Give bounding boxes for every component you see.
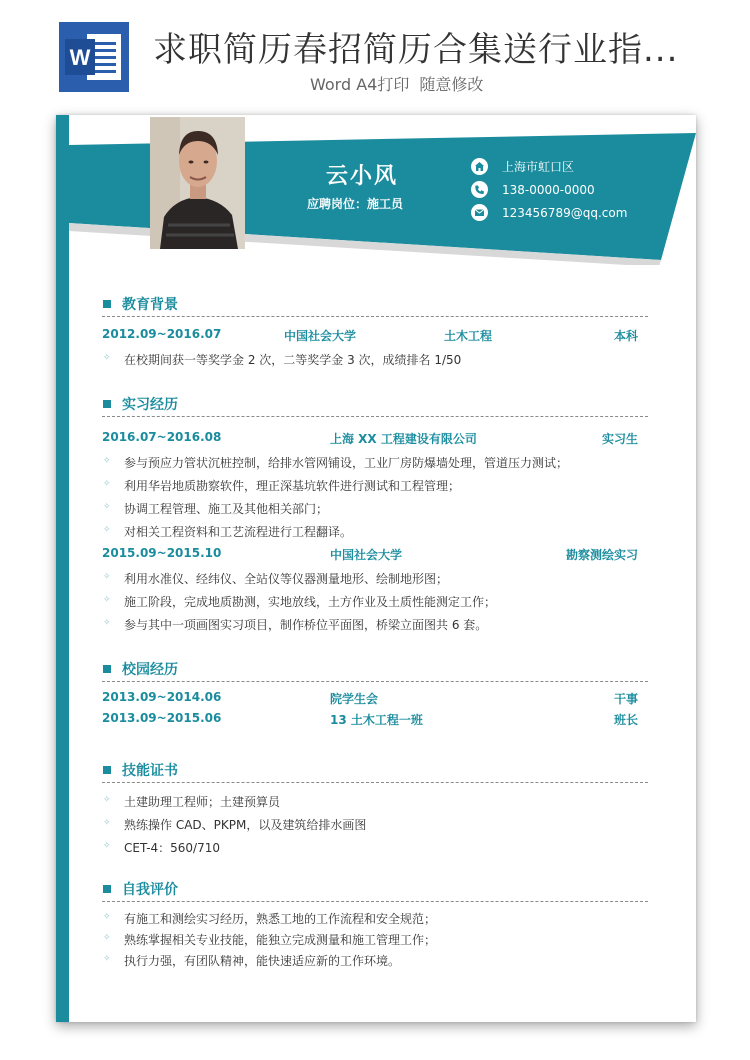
phone-text: 138-0000-0000 <box>502 182 595 197</box>
bullet-icon: ✧ <box>103 572 111 582</box>
bullet-icon: ✧ <box>103 456 111 466</box>
section-education: 教育背景 2012.09~2016.07 中国社会大学 土木工程 本科 ✧ 在校期间获一等奖学金 2 次，二等奖学金 3 次，成绩排名 1/50 <box>102 294 648 316</box>
section-divider <box>102 681 648 682</box>
bullet-icon: ✧ <box>103 479 111 489</box>
section-header <box>102 760 648 782</box>
internship-period: 2016.07~2016.08 <box>102 430 222 444</box>
campus-period: 2013.09~2015.06 <box>102 711 222 725</box>
section-title: 教育背景 <box>122 297 178 313</box>
section-marker <box>103 400 111 408</box>
education-row <box>102 327 638 345</box>
section-header <box>102 294 648 316</box>
section-divider <box>102 316 648 317</box>
campus-role: 班长 <box>613 713 638 727</box>
section-marker <box>103 300 111 308</box>
section-title: 自我评价 <box>122 882 178 898</box>
bullet-icon: ✧ <box>103 595 111 605</box>
bullet-icon: ✧ <box>103 933 111 943</box>
internship-row <box>102 430 638 448</box>
bullet-icon: ✧ <box>103 912 111 922</box>
section-divider <box>102 416 648 417</box>
section-campus <box>102 659 648 727</box>
phone-icon <box>471 181 488 198</box>
contact-address <box>471 158 574 175</box>
internship-org: 中国社会大学 <box>330 548 403 562</box>
section-self-evaluation: 自我评价 ✧ 有施工和测绘实习经历，熟悉工地的工作流程和安全规范； ✧ 熟练掌握相关专业技能，能独立完成测量和施工管理工作； ✧ 执行力强，有团队精神，能快速适应新的工作环境。 <box>102 879 648 901</box>
section-marker <box>103 665 111 673</box>
campus-role: 干事 <box>613 692 638 706</box>
section-header <box>102 879 648 901</box>
document-title: 求职简历春招简历合集送行业指... <box>153 30 679 70</box>
section-skills: 技能证书 ✧ 土建助理工程师；土建预算员 ✧ 熟练操作 CAD、PKPM，以及建筑给排水画图 ✧ CET-4：560/710 <box>102 760 648 782</box>
section-divider <box>102 782 648 783</box>
bullet-icon: ✧ <box>103 353 111 363</box>
section-divider <box>102 901 648 902</box>
contact-phone <box>471 181 595 198</box>
section-title: 实习经历 <box>122 397 178 413</box>
campus-period: 2013.09~2014.06 <box>102 690 222 704</box>
bullet-icon: ✧ <box>103 525 111 535</box>
bullet-icon: ✧ <box>103 818 111 828</box>
address-text: 上海市虹口区 <box>502 160 575 174</box>
bullet-icon: ✧ <box>103 502 111 512</box>
internship-period: 2015.09~2015.10 <box>102 546 222 560</box>
bullet-icon: ✧ <box>103 954 111 964</box>
bullet-icon: ✧ <box>103 795 111 805</box>
bullet-icon: ✧ <box>103 618 111 628</box>
section-title: 校园经历 <box>122 662 178 678</box>
resume-page <box>56 115 696 1022</box>
education-major: 土木工程 <box>444 329 493 343</box>
campus-row <box>102 690 638 708</box>
home-icon <box>471 158 488 175</box>
section-title: 技能证书 <box>122 763 178 779</box>
internship-org: 上海 XX 工程建设有限公司 <box>330 432 477 446</box>
education-period: 2012.09~2016.07 <box>102 327 222 341</box>
education-degree: 本科 <box>613 329 638 343</box>
document-subtitle <box>310 72 483 95</box>
section-marker <box>103 885 111 893</box>
campus-row <box>102 711 638 729</box>
section-internship: 实习经历 2016.07~2016.08 上海 XX 工程建设有限公司 实习生 ✧ 参与预应力管状沉桩控制，给排水管网铺设，工业厂房防爆墙处理，管道压力测试； ✧ 利用华岩地质勘察软件，理正深基坑软件进行测试和工程管理； ✧ 协调工程管理、施工及其他相关部门； ✧ 对相关工程资料和工艺流程进行工程翻译。 2015.09~2015.10 中国社会大学 勘察测绘实习 ✧ 利用水准仪、经纬仪、全站仪等仪器测量地形、绘制地形图； ✧ 施工阶段，完成地质勘测，实地放线，土方作业及土质性能测定工作； ✧ 参与其中一项画图实习项目，制作桥位平面图，桥梁立面图共 6 套。 <box>102 394 648 416</box>
education-school: 中国社会大学 <box>284 329 357 343</box>
email-icon <box>471 204 488 221</box>
section-header <box>102 394 648 416</box>
internship-role: 勘察测绘实习 <box>565 548 638 562</box>
svg-text:W: W <box>69 45 91 70</box>
job-position: 应聘岗位：施工员 <box>307 197 404 211</box>
word-icon <box>59 22 129 92</box>
campus-org: 13 土木工程一班 <box>330 713 423 727</box>
section-marker <box>103 766 111 774</box>
candidate-name: 云小风 <box>326 164 399 189</box>
contact-email <box>471 204 627 221</box>
section-header <box>102 659 648 681</box>
bullet-icon: ✧ <box>103 841 111 851</box>
internship-role: 实习生 <box>601 432 638 446</box>
campus-org: 院学生会 <box>330 692 379 706</box>
subtitle-note: 随意修改 <box>419 75 484 94</box>
subtitle-format: Word A4打印 <box>310 75 410 94</box>
email-text: 123456789@qq.com <box>502 205 628 220</box>
internship-row <box>102 546 638 564</box>
profile-photo <box>150 117 245 249</box>
